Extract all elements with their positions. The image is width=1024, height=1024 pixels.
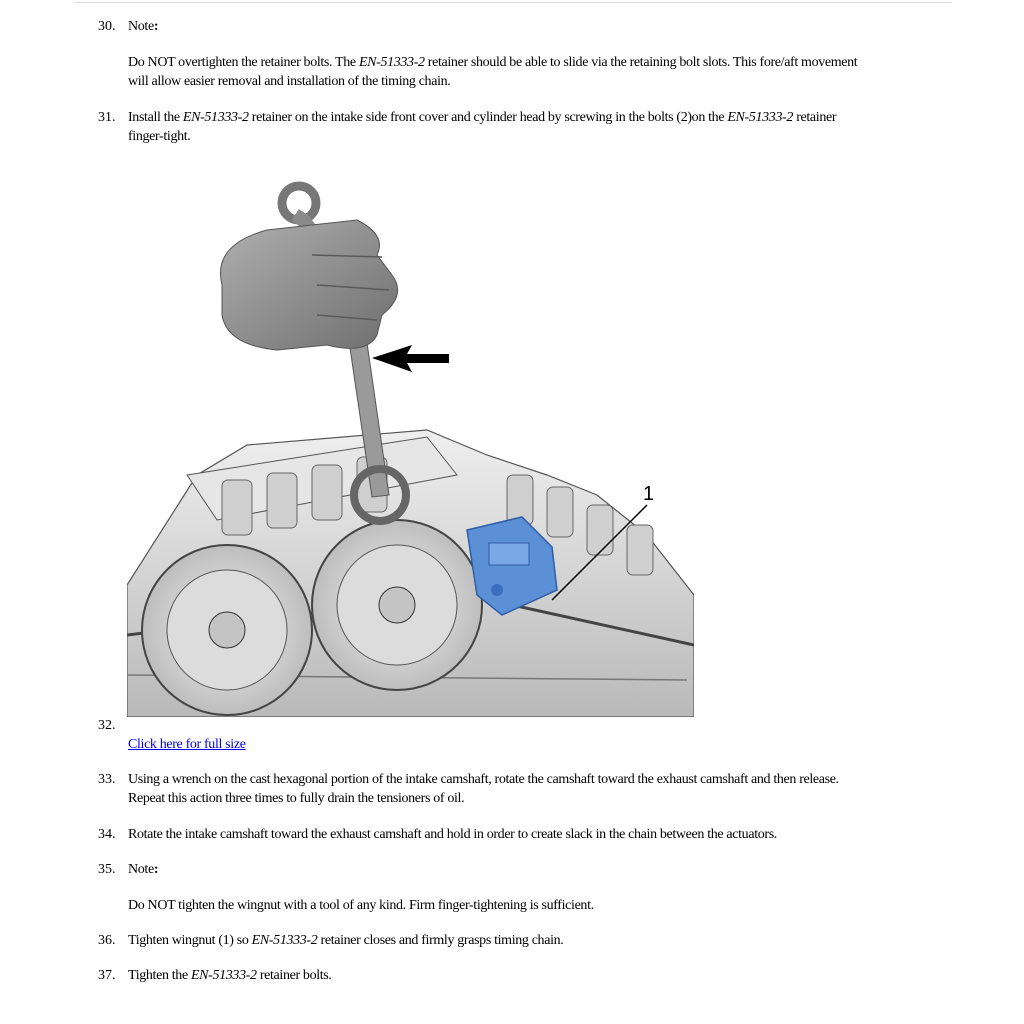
tool-ref: EN-51333-2 — [251, 933, 318, 948]
note-label: Note: — [128, 19, 159, 34]
engine-retainer-illustration[interactable] — [127, 175, 694, 717]
step-number: 30. — [98, 19, 116, 34]
tool-ref: EN-51333-2 — [358, 55, 425, 70]
intake-gear — [142, 545, 312, 715]
note-label: Note: — [128, 862, 159, 877]
step-number: 35. — [98, 862, 116, 877]
step-number: 31. — [98, 110, 116, 125]
step-number: 32. — [98, 718, 116, 733]
tool-ref: EN-51333-2 — [190, 968, 257, 983]
full-size-link[interactable]: Click here for full size — [128, 737, 246, 752]
tool-ref: EN-51333-2 — [182, 110, 249, 125]
hand-icon — [220, 220, 397, 350]
callout-label: 1 — [643, 483, 655, 505]
step-number: 36. — [98, 933, 116, 948]
top-divider — [75, 2, 952, 3]
tool-ref: EN-51333-2 — [727, 110, 794, 125]
step-number: 37. — [98, 968, 116, 983]
direction-arrow-icon — [372, 345, 449, 372]
step-number: 34. — [98, 827, 116, 842]
exhaust-gear — [312, 520, 482, 690]
step-number: 33. — [98, 772, 116, 787]
